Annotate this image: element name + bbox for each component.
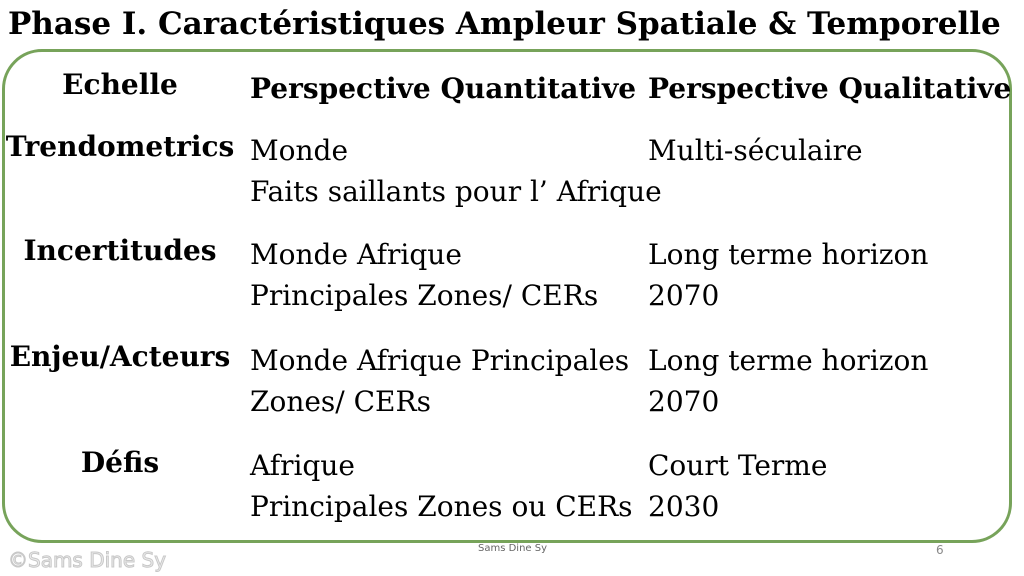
cell-quant-line: Monde <box>250 134 349 167</box>
slide-title: Phase I. Caractéristiques Ampleur Spatiale & Temporelle <box>8 6 1001 42</box>
cell-qual-line: Court Terme <box>648 449 828 482</box>
cell-quant-line: Monde Afrique Principales <box>250 344 630 377</box>
cell-qual-line: 2070 <box>648 385 720 418</box>
cell-qual-line: Long terme horizon <box>648 238 929 271</box>
cell-quant-line: Zones/ CERs <box>250 385 431 418</box>
header-qualitative: Perspective Qualitative <box>648 72 1012 105</box>
copyright-watermark: ©Sams Dine Sy <box>8 548 167 572</box>
cell-quant-line: Afrique <box>250 449 355 482</box>
cell-qual-line: Long terme horizon <box>648 344 929 377</box>
row-label-enjeu-acteurs: Enjeu/Acteurs <box>9 340 231 373</box>
cell-qual-line: 2030 <box>648 490 720 523</box>
row-label-incertitudes: Incertitudes <box>23 234 217 267</box>
cell-quant-line: Faits saillants pour l’ Afrique <box>250 175 662 208</box>
cell-quant-line: Principales Zones ou CERs <box>250 490 633 523</box>
header-quantitative: Perspective Quantitative <box>250 72 637 105</box>
cell-quant-line: Principales Zones/ CERs <box>250 279 599 312</box>
footer-author: Sams Dine Sy <box>478 543 548 554</box>
header-scale: Echelle <box>62 68 178 101</box>
page-number: 6 <box>936 543 944 557</box>
cell-qual-line: Multi-séculaire <box>648 134 863 167</box>
row-label-defis: Défis <box>80 446 160 479</box>
row-label-trendometrics: Trendometrics <box>5 130 235 163</box>
cell-quant-line: Monde Afrique <box>250 238 462 271</box>
cell-qual-line: 2070 <box>648 279 720 312</box>
